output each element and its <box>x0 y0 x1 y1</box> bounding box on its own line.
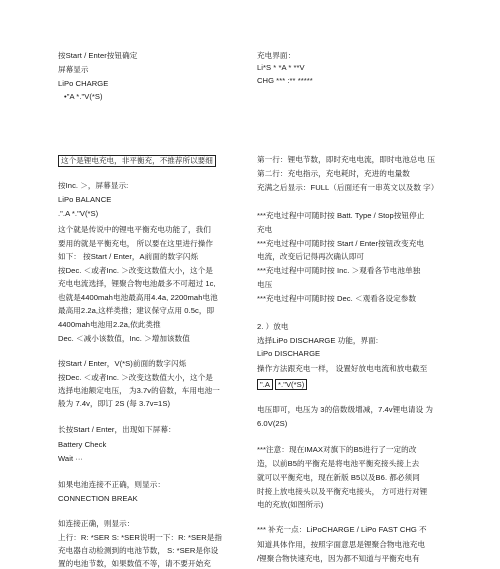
text-line: 这个就是传说中的锂电平衡充电功能了，我们 <box>58 225 211 234</box>
text-line: Wait ··· <box>58 454 84 463</box>
text-line: Dec. ＜减小该数值，Inc. ＞增加该数值 <box>58 334 190 343</box>
text-line: 如连接正确，则显示： <box>58 519 135 528</box>
text-line: 上行：R: *SER S: *SER说明一下：R: *SER是指 <box>58 533 223 542</box>
text-line: ***注意：现在IMAX对旗下的B5进行了一定的改 <box>257 445 417 454</box>
text-line: Li*S * *A * **V <box>257 63 305 72</box>
text-line: 选择电池额定电压， 为3.7v的倍数，车用电池一 <box>58 386 220 395</box>
text-line: 电压 <box>257 280 273 289</box>
text-line: ***充电过程中可随时按 Inc. ＞观看各节电池单独 <box>257 266 421 275</box>
boxed-current: ".A <box>257 379 273 390</box>
text-line: .".A *."V(*S) <box>58 209 99 218</box>
text-line: 般为 7.4v，即订 2S (每 3.7v=1S) <box>58 399 171 408</box>
text-line: ***充电过程中可随时按 Dec. ＜观看各设定参数 <box>257 294 417 303</box>
text-line: /锂聚合物快速充电，因为都不知道与平衡充电有 <box>257 554 420 563</box>
text-line: 按Dec. ＜或者Inc. ＞改变这数值大小，这个是 <box>58 373 213 382</box>
text-line: ***充电过程中可随时按 Start / Enter按钮改变充电 <box>257 239 424 248</box>
text-line: 就可以平衡充电，现在新版 B5以及B6. 都必须同 <box>257 473 420 482</box>
text-line: 按Dec. ＜或者Inc. ＞改变这数值大小，这个是 <box>58 266 213 275</box>
text-line: 如下： 按Start / Enter，A前面的数字闪烁 <box>58 252 199 261</box>
text-line: 电流，改变后记得再次确认即可 <box>257 252 365 261</box>
text-line: 时接上放电接头以及平衡充电接头， 方可进行对锂 <box>257 487 428 496</box>
text-line: 充电器自动检测到的电池节数， S: *SER是你设 <box>58 546 219 555</box>
text-line: LiPo DISCHARGE <box>257 349 321 358</box>
left-column <box>58 0 246 566</box>
text-line: 按Start / Enter按钮确定 <box>58 51 138 60</box>
text-line: 选择LiPo DISCHARGE 功能，界面: <box>257 336 378 345</box>
text-line: 也就是4400mah电池最高用4.4a, 2200mah电池 <box>58 293 218 302</box>
text-line: 置的电池节数，如果数值不等，请不要开始充 <box>58 559 211 568</box>
text-line: 操作方法跟充电一样， 设置好放电电流和放电截至 <box>257 364 428 373</box>
text-line: LiPo BALANCE <box>58 195 112 204</box>
text-line: 充满之后显示：FULL（后面还有一串英文以及数 字） <box>257 183 439 192</box>
text-line: 如果电池连接不正确，则显示： <box>58 480 166 489</box>
text-line: CHG *** :** ***** <box>257 76 313 85</box>
boxed-display-row <box>257 379 309 390</box>
text-line: 6.0V(2S) <box>257 419 288 428</box>
text-line: 屏幕显示 <box>58 65 89 74</box>
text-line: ***充电过程中可随时按 Batt. Type / Stop按钮停止 <box>257 211 425 220</box>
text-line: •"A *."V(*S) <box>64 92 103 101</box>
text-line: 长按Start / Enter，出现如下屏幕： <box>58 425 176 434</box>
boxed-warning: 这个是锂电充电，非平衡充，不推荐所以要细 <box>58 155 216 167</box>
text-line: 4400mah电池用2.2a,依此类推 <box>58 320 161 329</box>
text-line: 充电电流选择，锂聚合物电池最多不可超过 1c, <box>58 279 216 288</box>
text-line: *** 补充一点：LiPoCHARGE / LiPo FAST CHG 不 <box>257 525 427 534</box>
text-line: 充电界面： <box>257 51 296 60</box>
right-column <box>257 0 482 566</box>
text-line: CONNECTION BREAK <box>58 494 138 503</box>
text-line: LiPo CHARGE <box>58 79 109 88</box>
text-line: 知道具体作用，按照字面意思是锂聚合物电池充电 <box>257 540 426 549</box>
text-line: 充电 <box>257 225 273 234</box>
text-line: 电的充放(如图所示) <box>257 500 324 509</box>
text-line: Battery Check <box>58 440 107 449</box>
text-line: 电压即可，电压为 3的倍数级增减，7.4v锂电请设 为 <box>257 405 434 414</box>
text-line: 按Inc. ＞，屏幕显示: <box>58 181 129 190</box>
text-line: 第二行：充电指示，充电耗时，充进的电量数 <box>257 169 410 178</box>
text-line: 造，以前B5的平衡充是将电池平衡充接头接上去 <box>257 459 420 468</box>
text-line: 要用的就是平衡充电， 所以要在这里进行操作 <box>58 239 214 248</box>
text-line: 按Start / Enter，V(*S)前面的数字闪烁 <box>58 359 187 368</box>
boxed-voltage: *."V(*S) <box>275 379 307 390</box>
text-line: 2. ）放电 <box>257 322 289 331</box>
text-line: 最高用2.2a,这样类推；建议保守点用 0.5c，即 <box>58 306 215 315</box>
text-line: 第一行：锂电节数，即时充电电流，即时电池总电 压 <box>257 155 435 164</box>
